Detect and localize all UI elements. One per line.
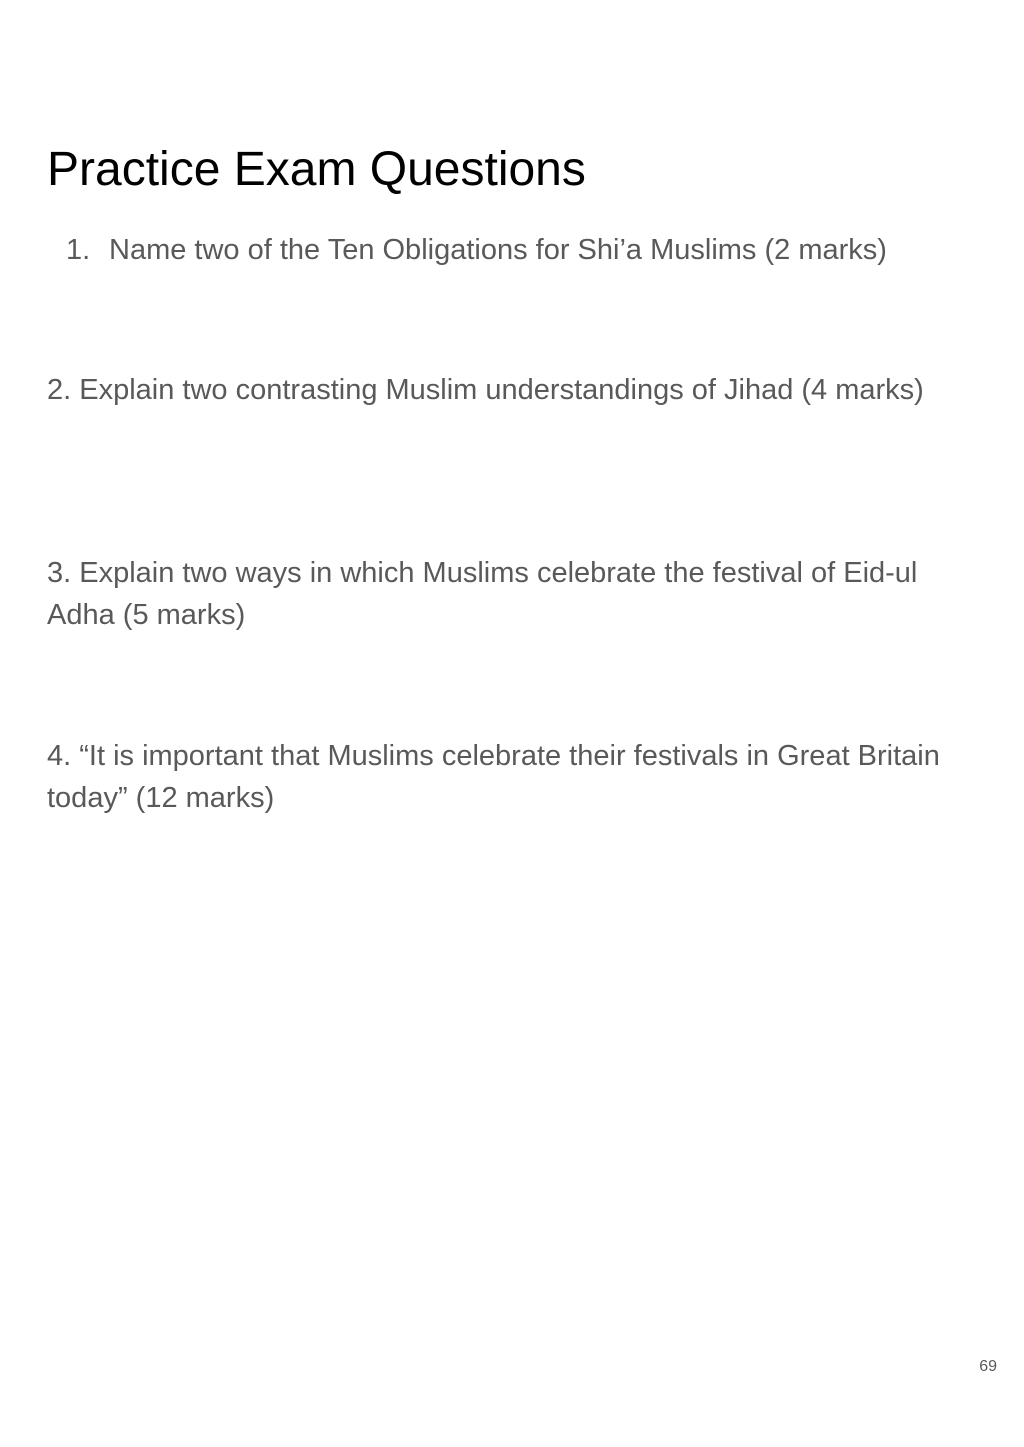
question-4: 4. “It is important that Muslims celebrate their festivals in Great Britain today” (12 marks) [47,740,940,814]
question-text: Name two of the Ten Obligations for Shi’a Muslims (2 marks) [109,234,887,266]
page-title: Practice Exam Questions [47,143,586,196]
question-2: 2. Explain two contrasting Muslim understandings of Jihad (4 marks) [47,374,924,406]
question-1 [47,229,987,271]
page-number: 69 [979,1358,997,1375]
question-3: 3. Explain two ways in which Muslims celebrate the festival of Eid-ul Adha (5 marks) [47,557,918,631]
question-number: 1. [66,234,91,266]
